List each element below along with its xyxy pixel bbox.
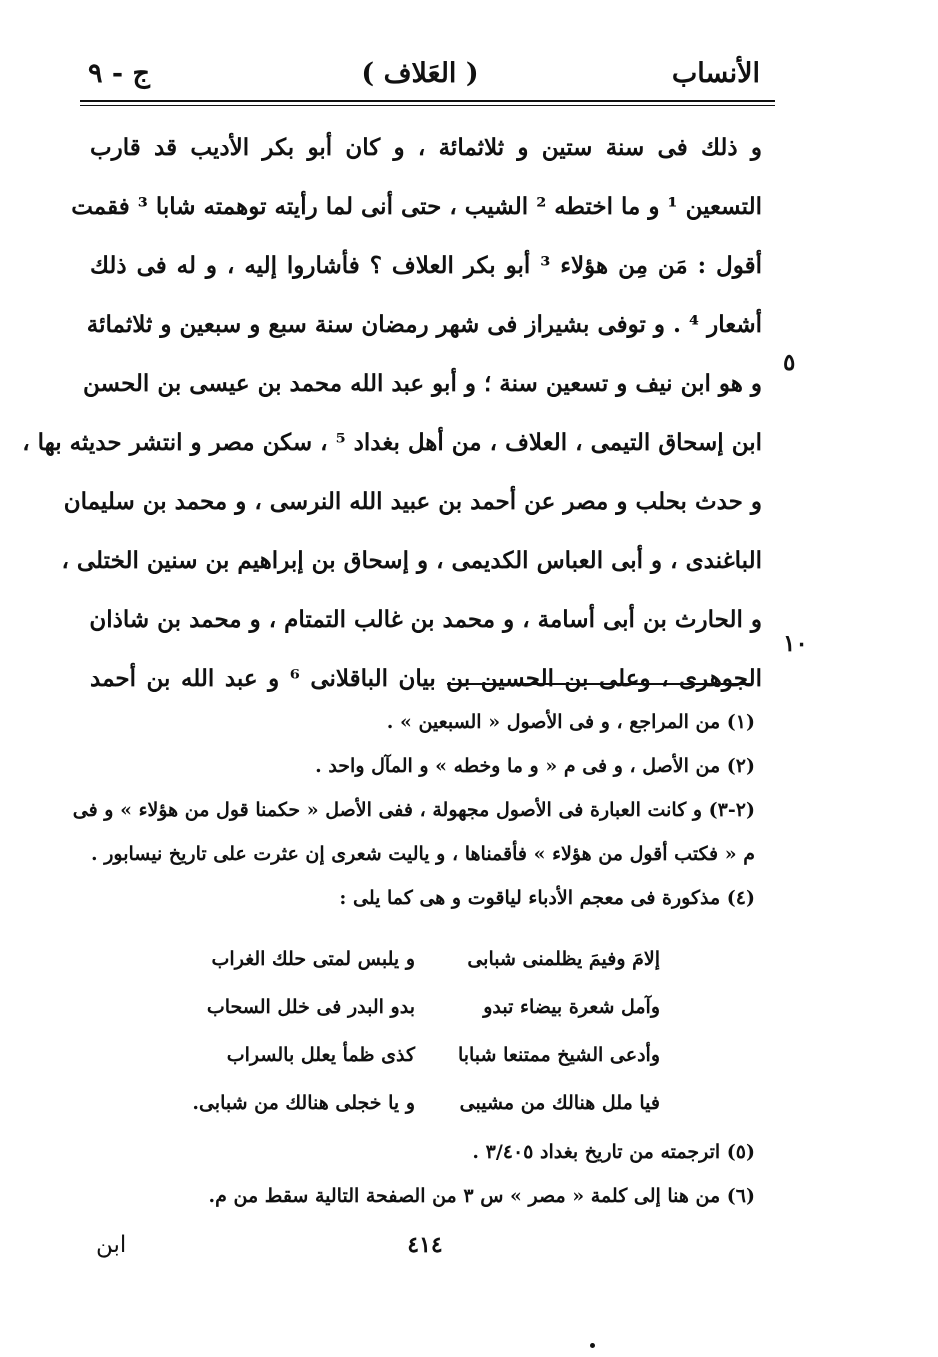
footnote-3-continued: م « فكتب أقول من هؤلاء » فأقمناها ، و ياليت شعرى إن عثرت على تاريخ نيسابور . <box>90 843 755 865</box>
text-line: و هو ابن نيف و تسعين سنة ؛ و أبو عبد الله محمد بن عيسى بن الحسن <box>83 370 762 397</box>
text-line: ابن إسحاق التيمى ، العلاف ، من أهل بغداد ⁵ ، سكن مصر و انتشر حديثه بها ، <box>22 429 762 456</box>
verse-first-half: إلامَ وفيمَ يظلمنى شبابى <box>467 948 660 970</box>
poem <box>190 935 660 1127</box>
footnote-4: (٤) مذكورة فى معجم الأدباء لياقوت و هى كما يلى : <box>339 887 755 909</box>
text-line: الجوهرى ، وعلى بن الحسين بن بيان الباقلانى ⁶ و عبد الله بن أحمد <box>90 665 762 692</box>
text-line: أشعار ⁴ . و توفى بشيراز فى شهر رمضان سنة سبع و سبعين و ثلاثمائة <box>86 311 762 338</box>
footnote-6: (٦) من هنا إلى كلمة « مصر » س ٣ من الصفحة التالية سقط من م. <box>208 1185 755 1207</box>
text-line: و الحارث بن أبى أسامة ، و محمد بن غالب التمتام ، و محمد بن شاذان <box>89 606 762 633</box>
catchword: ابن <box>96 1232 127 1258</box>
footnote-rule <box>447 683 750 685</box>
verse-second-half: و يا خجلى هنالك من شبابى. <box>192 1092 415 1114</box>
verse-second-half: كذى ظمأ يعلل بالسراب <box>226 1044 415 1066</box>
text-line: الباغندى ، و أبى العباس الكديمى ، و إسحاق بن إبراهيم بن سنين الختلى ، <box>61 547 762 574</box>
print-speck <box>590 1343 595 1348</box>
footnotes-continued <box>85 1130 755 1218</box>
main-text <box>22 118 762 708</box>
poem-verse <box>190 935 660 983</box>
line-number-5: ٥ <box>783 349 796 376</box>
text-line: و حدث بحلب و مصر عن أحمد بن عبيد الله النرسى ، و محمد بن سليمان <box>63 488 762 515</box>
verse-first-half: فيا ملل هنالك من مشيبى <box>459 1092 660 1114</box>
text-line: أقول : مَن مِن هؤلاء ³ أبو بكر العلاف ؟ فأشاروا إليه ، و له فى ذلك <box>90 252 762 279</box>
text-line: التسعين ¹ و ما اختطه ² الشيب ، حتى أنى لما رأيته توهمته شابا ³ فقمت <box>71 193 762 220</box>
footnote-5: (٥) اترجمته من تاريخ بغداد ٣/٤٠٥ . <box>472 1141 755 1163</box>
book-title: الأنساب <box>671 58 760 89</box>
line-number-10: ١٠ <box>783 630 808 657</box>
running-header <box>80 50 760 98</box>
poem-verse <box>190 983 660 1031</box>
footnote-2: (٢) من الأصل ، و فى م « و ما وخطه » و المآل واحد . <box>315 755 755 777</box>
footnotes <box>72 700 755 920</box>
page-number: ٤١٤ <box>407 1232 443 1258</box>
poem-verse <box>190 1031 660 1079</box>
verse-second-half: و يلبس لمتى حلك الغراب <box>211 948 415 970</box>
verse-first-half: وآمل شعرة بيضاء تبدو <box>483 996 660 1018</box>
verse-second-half: بدو البدر فى خلل السحاب <box>206 996 415 1018</box>
text-line: و ذلك فى سنة ستين و ثلاثمائة ، و كان أبو بكر الأديب قد قارب <box>90 134 762 161</box>
entry-title: ( العَلاف ) <box>361 58 479 89</box>
footnote-3: (٢-٣) و كانت العبارة فى الأصول مجهولة ، ففى الأصل « حكمنا قول من هؤلاء » و فى <box>72 799 755 821</box>
poem-verse <box>190 1079 660 1127</box>
verse-first-half: وأدعى الشيخ ممتنعا شبابا <box>457 1044 660 1066</box>
header-rule <box>80 100 775 106</box>
footnote-1: (١) من المراجع ، و فى الأصول « السبعين » . <box>386 711 755 733</box>
volume-label: ج - ٩ <box>88 58 150 89</box>
